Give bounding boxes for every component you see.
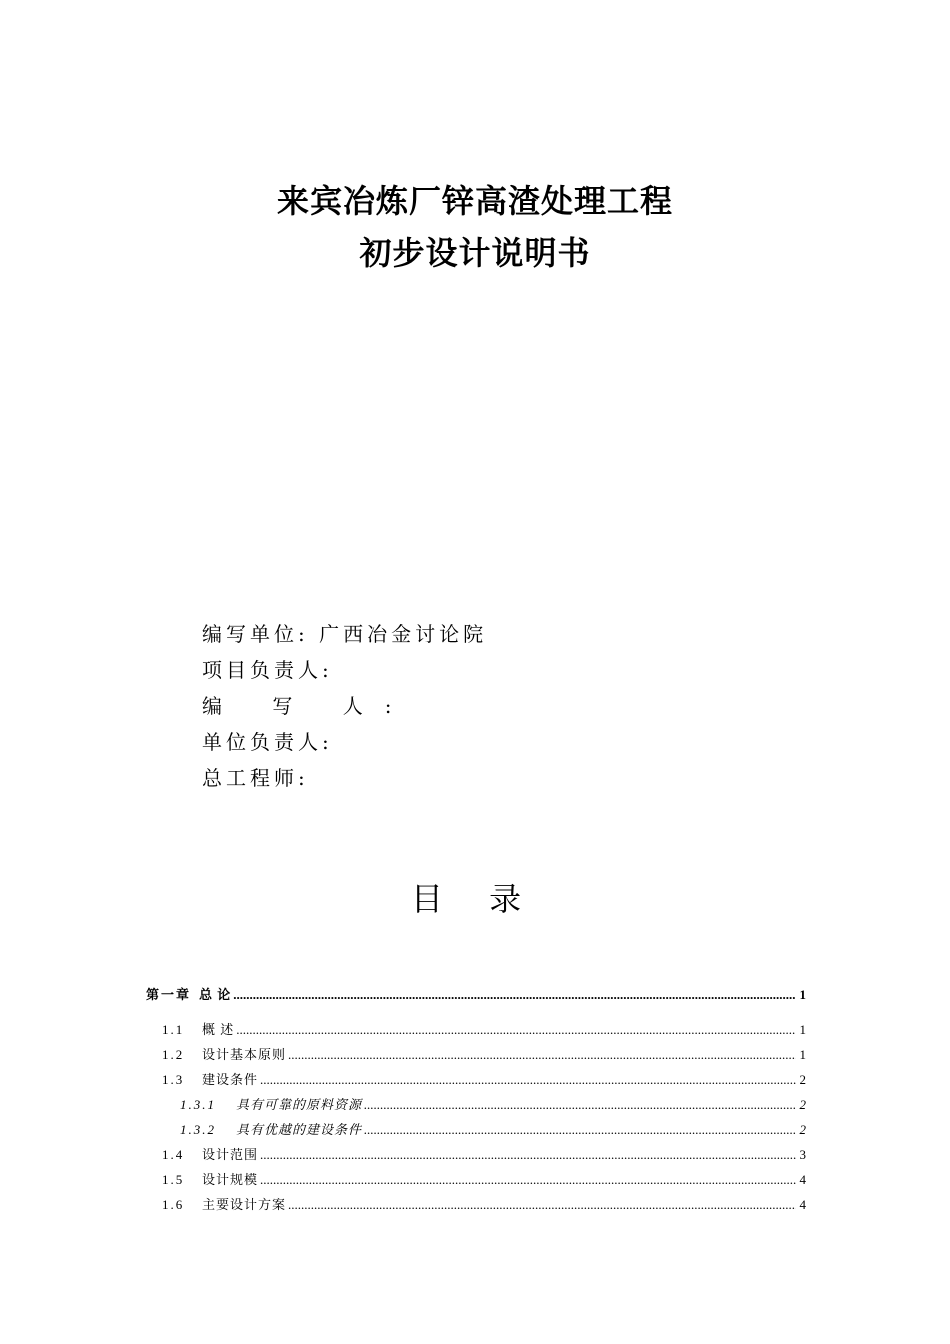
toc-dot-leader	[260, 1142, 796, 1167]
toc-entry[interactable]	[146, 1142, 806, 1167]
info-row-chief-engineer	[202, 760, 487, 796]
toc-entry-text: 设计规模	[202, 1172, 259, 1187]
toc-entry-text: 总 论	[199, 987, 232, 1002]
toc-entry-text: 设计基本原则	[202, 1047, 287, 1062]
toc-entry-number: 1.3	[162, 1072, 185, 1087]
toc-dot-leader	[233, 982, 796, 1007]
info-row-unit-lead	[202, 724, 487, 760]
toc-entry-chapter-1[interactable]	[146, 982, 806, 1007]
toc-entry[interactable]	[146, 1042, 806, 1067]
toc-entry-number: 1.3.2	[180, 1122, 216, 1137]
toc-entry-number: 1.1	[162, 1022, 185, 1037]
toc-entry[interactable]	[146, 1192, 806, 1217]
toc-entry-number: 第一章	[146, 987, 192, 1002]
toc-heading: 目 录	[410, 880, 540, 918]
info-row-author	[202, 688, 487, 724]
toc-entry-text: 具有可靠的原料资源	[236, 1097, 363, 1112]
toc-entry-number: 1.2	[162, 1047, 185, 1062]
toc-entry-text: 设计范围	[202, 1147, 259, 1162]
toc-entry[interactable]	[146, 1017, 806, 1042]
toc-entry-page: 1	[799, 1022, 806, 1037]
table-of-contents	[146, 982, 806, 1217]
toc-entry-page: 4	[799, 1197, 806, 1212]
info-label: 编 写 人:	[202, 694, 414, 718]
info-row-project-lead	[202, 652, 487, 688]
toc-entry[interactable]	[146, 1067, 806, 1092]
toc-entry[interactable]	[146, 1117, 806, 1142]
toc-entry-number: 1.6	[162, 1197, 185, 1212]
toc-entry-text: 建设条件	[202, 1072, 259, 1087]
toc-dot-leader	[236, 1017, 796, 1042]
info-label: 编写单位:	[202, 622, 309, 646]
author-info-block	[202, 616, 487, 796]
toc-entry-number: 1.3.1	[180, 1097, 216, 1112]
info-value: 广西冶金讨论院	[319, 622, 488, 646]
document-title-line2: 初步设计说明书	[359, 234, 591, 272]
toc-entry-text: 概 述	[202, 1022, 235, 1037]
info-label: 项目负责人:	[202, 658, 333, 682]
toc-dot-leader	[260, 1067, 796, 1092]
toc-entry[interactable]	[146, 1167, 806, 1192]
document-title-line1: 来宾冶炼厂锌高渣处理工程	[276, 182, 673, 220]
toc-dot-leader	[364, 1117, 796, 1142]
toc-entry-page: 1	[799, 1047, 806, 1062]
toc-entry-number: 1.4	[162, 1147, 185, 1162]
toc-entry-text: 具有优越的建设条件	[236, 1122, 363, 1137]
toc-dot-leader	[260, 1167, 796, 1192]
info-label: 总工程师:	[202, 766, 309, 790]
toc-entry-text: 主要设计方案	[202, 1197, 287, 1212]
toc-entry-page: 4	[799, 1172, 806, 1187]
toc-dot-leader	[364, 1092, 796, 1117]
toc-entry-page: 2	[799, 1072, 806, 1087]
toc-entry-page: 2	[799, 1097, 806, 1112]
toc-dot-leader	[288, 1042, 796, 1067]
info-row-unit	[202, 616, 487, 652]
toc-entry-page: 3	[799, 1147, 806, 1162]
info-label: 单位负责人:	[202, 730, 333, 754]
toc-dot-leader	[288, 1192, 796, 1217]
toc-entry-page: 2	[799, 1122, 806, 1137]
toc-entry[interactable]	[146, 1092, 806, 1117]
toc-entry-page: 1	[799, 987, 806, 1002]
toc-entry-number: 1.5	[162, 1172, 185, 1187]
